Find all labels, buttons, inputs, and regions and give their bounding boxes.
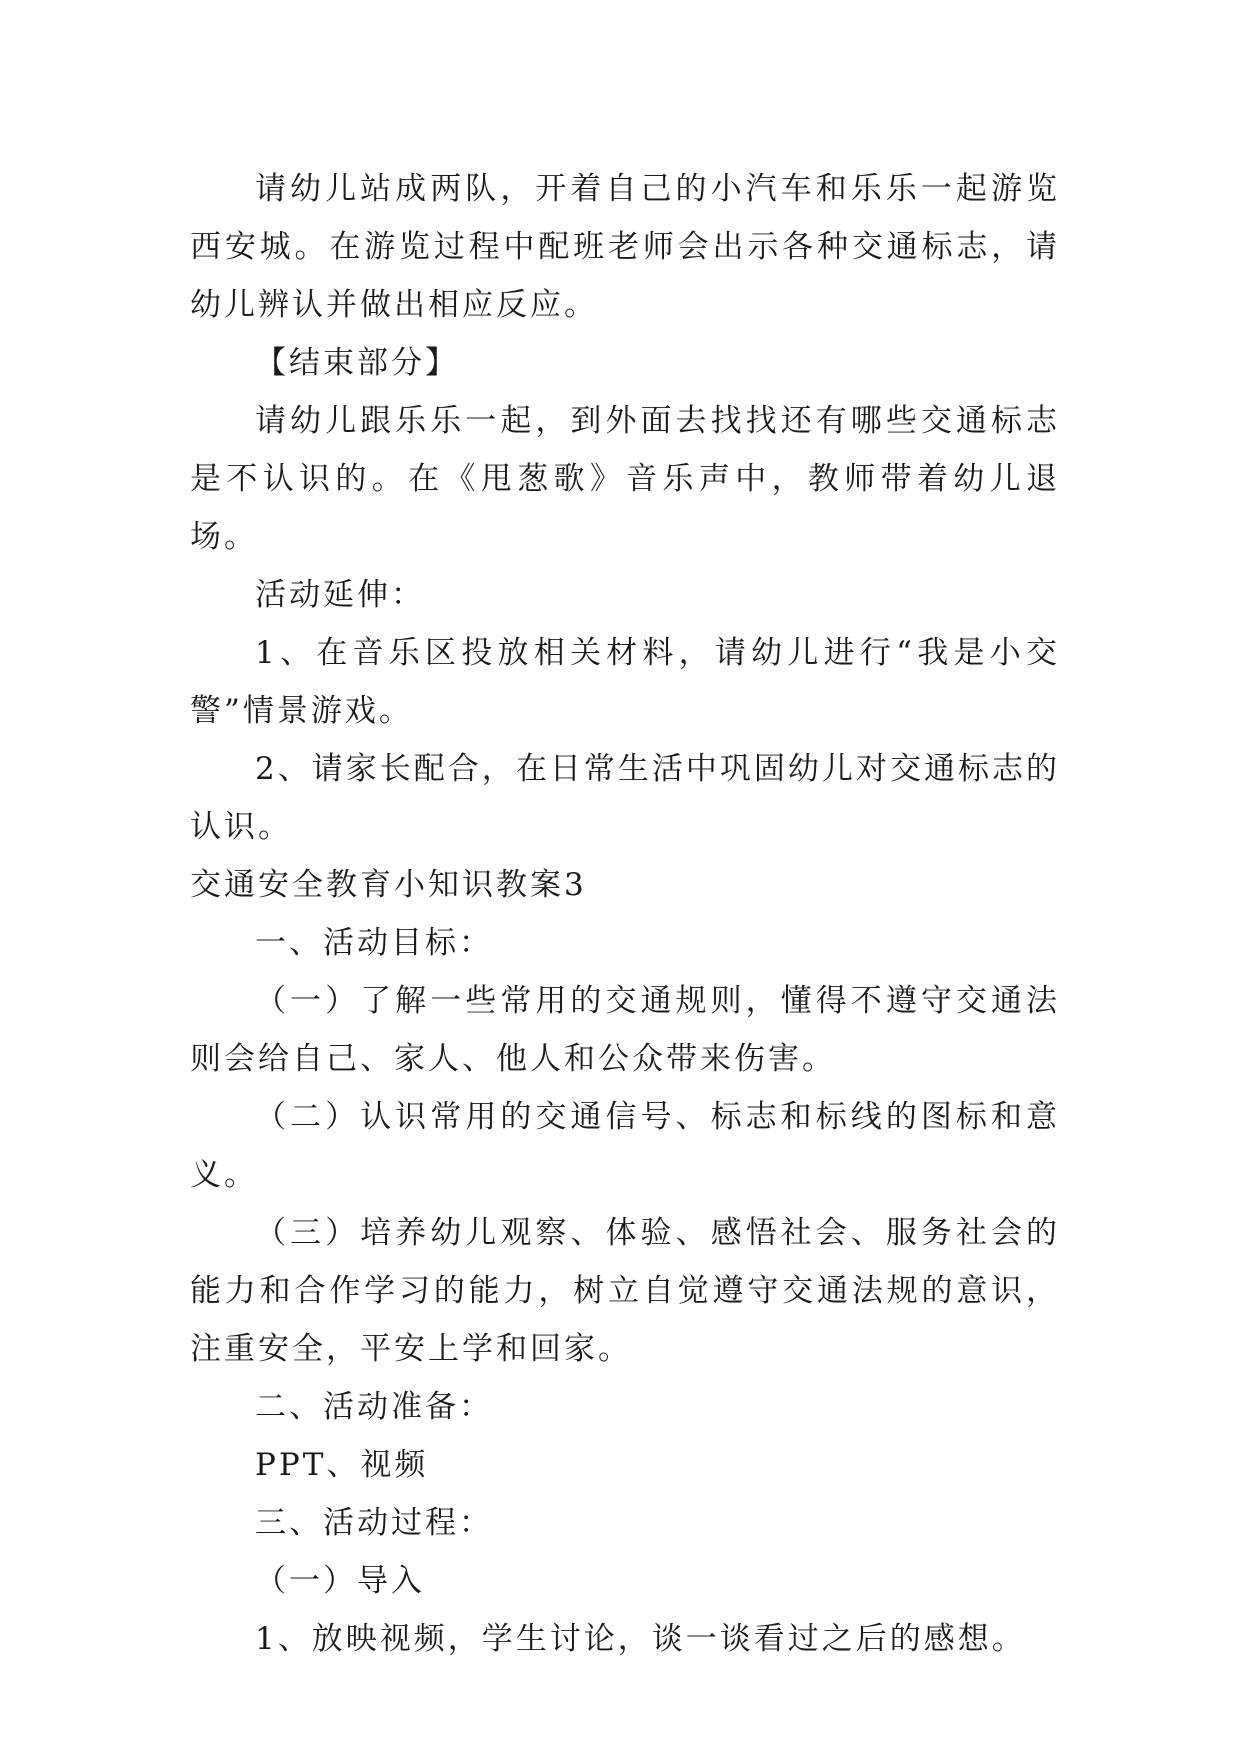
section-heading-extension: 活动延伸： bbox=[255, 577, 425, 613]
section-heading-process: 三、活动过程： bbox=[255, 1505, 493, 1541]
section-heading-ending: 【结束部分】 bbox=[255, 345, 459, 381]
paragraph-process-1: 1、放映视频，学生讨论，谈一谈看过之后的感想。 bbox=[255, 1621, 1026, 1657]
paragraph-goal-2: （二）认识常用的交通信号、标志和标线的图标和意义。 bbox=[190, 1099, 1060, 1193]
section-heading-goals: 一、活动目标： bbox=[255, 925, 493, 961]
paragraph-extension-2: 2、请家长配合，在日常生活中巩固幼儿对交通标志的认识。 bbox=[190, 751, 1060, 845]
document-body bbox=[190, 160, 1060, 1668]
lesson-title: 交通安全教育小知识教案3 bbox=[190, 867, 587, 903]
paragraph-tour-activity: 请幼儿站成两队，开着自己的小汽车和乐乐一起游览西安城。在游览过程中配班老师会出示各种交通标志，请幼儿辨认并做出相应反应。 bbox=[190, 171, 1060, 323]
paragraph-extension-1: 1、在音乐区投放相关材料，请幼儿进行“我是小交警”情景游戏。 bbox=[190, 635, 1060, 729]
paragraph-preparation: PPT、视频 bbox=[255, 1447, 429, 1483]
paragraph-goal-3: （三）培养幼儿观察、体验、感悟社会、服务社会的能力和合作学习的能力，树立自觉遵守交通法规的意识，注重安全，平安上学和回家。 bbox=[190, 1215, 1060, 1367]
section-heading-preparation: 二、活动准备： bbox=[255, 1389, 493, 1425]
paragraph-goal-1: （一）了解一些常用的交通规则，懂得不遵守交通法则会给自己、家人、他人和公众带来伤害。 bbox=[190, 983, 1060, 1077]
subheading-introduction: （一）导入 bbox=[255, 1563, 425, 1599]
paragraph-ending: 请幼儿跟乐乐一起，到外面去找找还有哪些交通标志是不认识的。在《甩葱歌》音乐声中，教师带着幼儿退场。 bbox=[190, 403, 1060, 555]
